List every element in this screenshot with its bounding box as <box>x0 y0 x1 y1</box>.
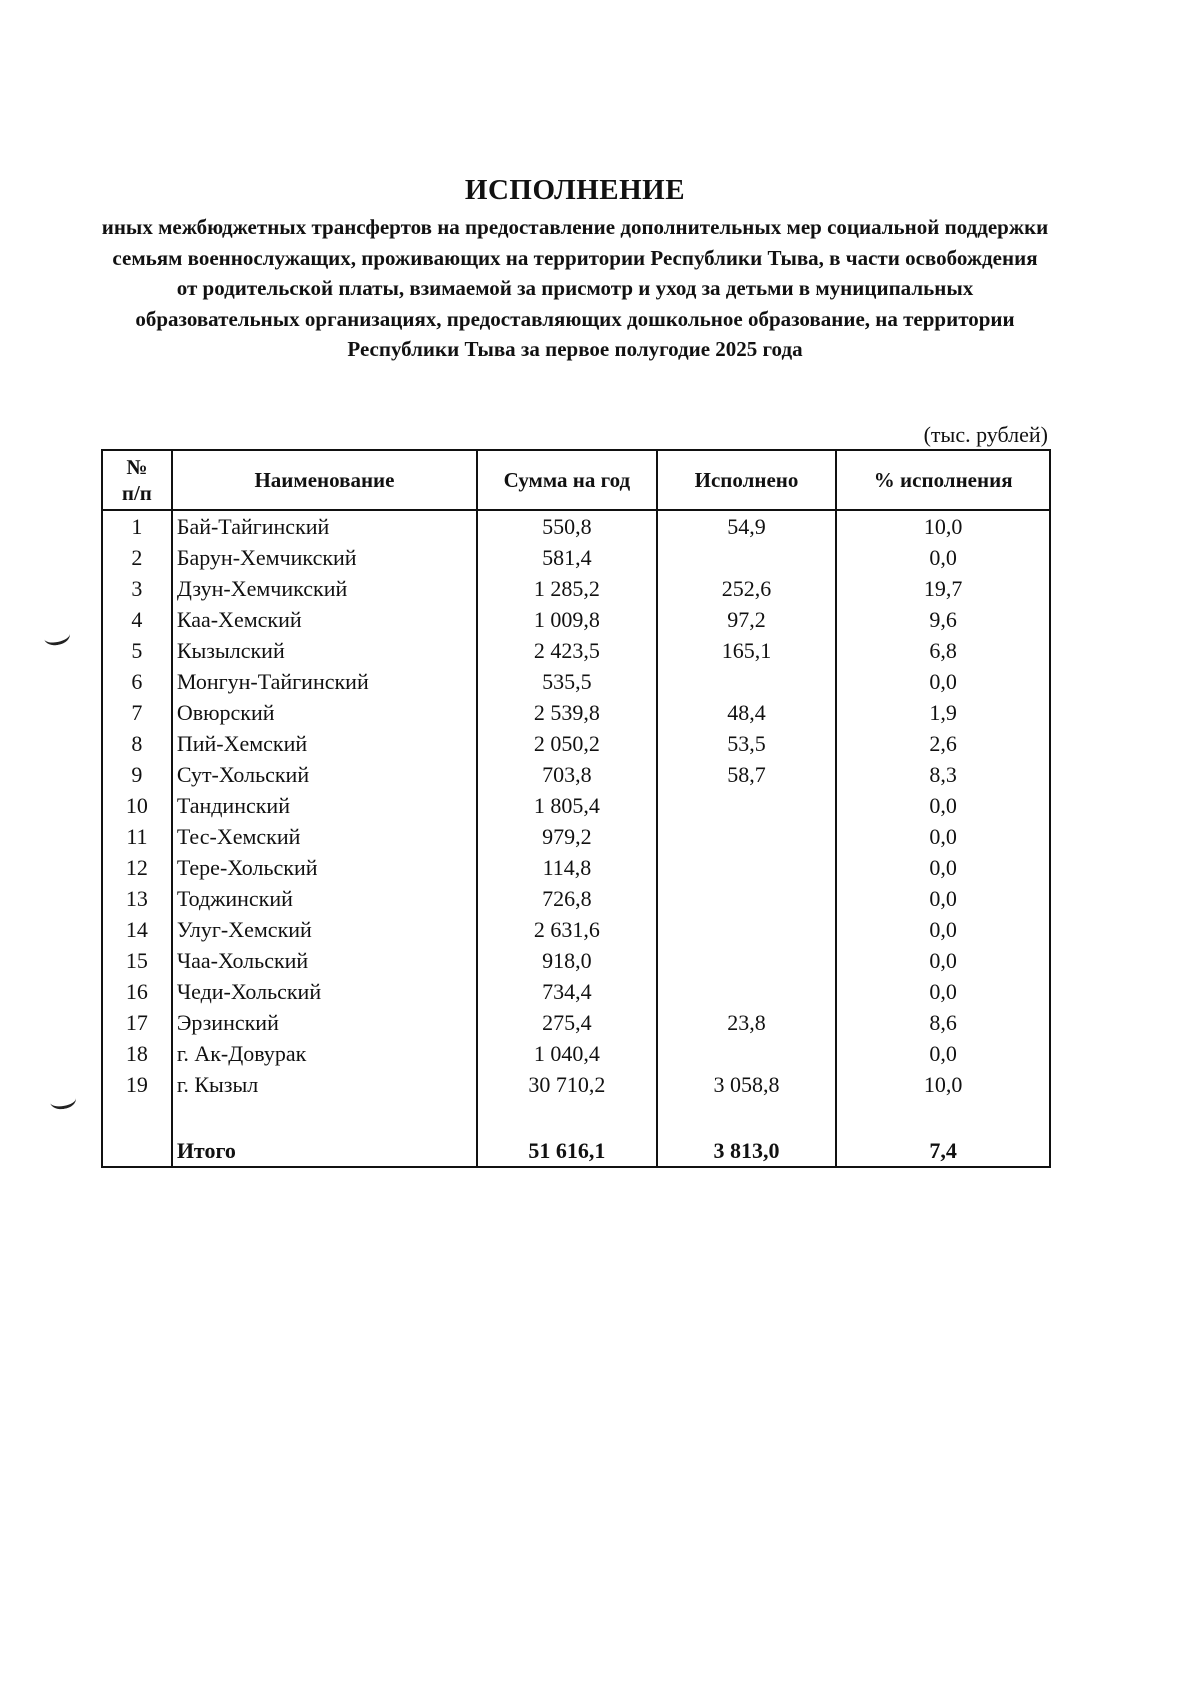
total-sum: 51 616,1 <box>477 1134 657 1167</box>
document-subtitle: иных межбюджетных трансфертов на предоставление дополнительных мер социальной поддержки семьям военнослужащих, проживающих на территории Республики Тыва, в части освобождения от родительской платы, взимаемой за присмотр и уход за детьми в муниципальных образовательных организациях, предоставляющих дошкольное образование, на территории Республики Тыва за первое полугодие 2025 года <box>101 215 1049 361</box>
execution-table <box>101 449 1051 1168</box>
empty-cell <box>477 1100 657 1134</box>
cell-number: 2 <box>102 542 172 573</box>
cell-percent: 0,0 <box>836 883 1050 914</box>
cell-name: Пий-Хемский <box>172 728 477 759</box>
column-header-sum: Сумма на год <box>477 450 657 510</box>
cell-number: 11 <box>102 821 172 852</box>
cell-name: Тере-Хольский <box>172 852 477 883</box>
cell-percent: 0,0 <box>836 666 1050 697</box>
table-row <box>102 697 1050 728</box>
cell-sum: 581,4 <box>477 542 657 573</box>
cell-done <box>657 883 837 914</box>
cell-number: 10 <box>102 790 172 821</box>
cell-number: 7 <box>102 697 172 728</box>
cell-number: 5 <box>102 635 172 666</box>
cell-done <box>657 914 837 945</box>
cell-percent: 2,6 <box>836 728 1050 759</box>
units-label: (тыс. рублей) <box>923 422 1048 447</box>
cell-done: 97,2 <box>657 604 837 635</box>
table-row <box>102 790 1050 821</box>
cell-percent: 0,0 <box>836 542 1050 573</box>
cell-name: Сут-Хольский <box>172 759 477 790</box>
cell-sum: 1 040,4 <box>477 1038 657 1069</box>
cell-done <box>657 790 837 821</box>
cell-sum: 1 009,8 <box>477 604 657 635</box>
cell-percent: 0,0 <box>836 976 1050 1007</box>
cell-sum: 1 805,4 <box>477 790 657 821</box>
cell-sum: 2 423,5 <box>477 635 657 666</box>
table-row <box>102 542 1050 573</box>
cell-percent: 19,7 <box>836 573 1050 604</box>
cell-number: 9 <box>102 759 172 790</box>
margin-pen-mark <box>49 1090 78 1111</box>
cell-percent: 8,6 <box>836 1007 1050 1038</box>
cell-done <box>657 852 837 883</box>
empty-cell <box>836 1100 1050 1134</box>
table-row <box>102 759 1050 790</box>
cell-sum: 734,4 <box>477 976 657 1007</box>
table-total-row <box>102 1134 1050 1167</box>
cell-number: 14 <box>102 914 172 945</box>
table-body <box>102 510 1050 1167</box>
cell-sum: 550,8 <box>477 510 657 542</box>
cell-number: 13 <box>102 883 172 914</box>
cell-percent: 6,8 <box>836 635 1050 666</box>
column-header-percent: % исполнения <box>836 450 1050 510</box>
table-row <box>102 635 1050 666</box>
cell-done: 54,9 <box>657 510 837 542</box>
cell-sum: 2 050,2 <box>477 728 657 759</box>
cell-name: Тес-Хемский <box>172 821 477 852</box>
cell-name: Кызылский <box>172 635 477 666</box>
cell-sum: 2 539,8 <box>477 697 657 728</box>
cell-done <box>657 821 837 852</box>
table-row <box>102 666 1050 697</box>
cell-percent: 0,0 <box>836 914 1050 945</box>
cell-number: 15 <box>102 945 172 976</box>
cell-name: Каа-Хемский <box>172 604 477 635</box>
empty-cell <box>172 1100 477 1134</box>
column-header-done: Исполнено <box>657 450 837 510</box>
cell-percent: 10,0 <box>836 510 1050 542</box>
table-row <box>102 510 1050 542</box>
total-percent: 7,4 <box>836 1134 1050 1167</box>
cell-number: 1 <box>102 510 172 542</box>
cell-number: 17 <box>102 1007 172 1038</box>
cell-done: 252,6 <box>657 573 837 604</box>
cell-done <box>657 945 837 976</box>
cell-name: Эрзинский <box>172 1007 477 1038</box>
cell-name: Бай-Тайгинский <box>172 510 477 542</box>
cell-sum: 918,0 <box>477 945 657 976</box>
cell-name: Тоджинский <box>172 883 477 914</box>
cell-name: г. Ак-Довурак <box>172 1038 477 1069</box>
cell-percent: 9,6 <box>836 604 1050 635</box>
table-row <box>102 852 1050 883</box>
table-row <box>102 1069 1050 1100</box>
cell-name: Тандинский <box>172 790 477 821</box>
cell-name: г. Кызыл <box>172 1069 477 1100</box>
table-row <box>102 573 1050 604</box>
table-row <box>102 945 1050 976</box>
cell-done: 165,1 <box>657 635 837 666</box>
cell-percent: 10,0 <box>836 1069 1050 1100</box>
cell-done: 3 058,8 <box>657 1069 837 1100</box>
cell-done: 23,8 <box>657 1007 837 1038</box>
cell-name: Чеди-Хольский <box>172 976 477 1007</box>
cell-name: Дзун-Хемчикский <box>172 573 477 604</box>
table-row <box>102 604 1050 635</box>
cell-done: 53,5 <box>657 728 837 759</box>
cell-done <box>657 1038 837 1069</box>
cell-done: 58,7 <box>657 759 837 790</box>
cell-sum: 726,8 <box>477 883 657 914</box>
total-done: 3 813,0 <box>657 1134 837 1167</box>
cell-name: Овюрский <box>172 697 477 728</box>
empty-cell <box>102 1100 172 1134</box>
column-header-number: № п/п <box>102 450 172 510</box>
cell-percent: 8,3 <box>836 759 1050 790</box>
table-row <box>102 1038 1050 1069</box>
table-row <box>102 976 1050 1007</box>
cell-number: 16 <box>102 976 172 1007</box>
cell-name: Барун-Хемчикский <box>172 542 477 573</box>
table-row <box>102 1007 1050 1038</box>
empty-cell <box>657 1100 837 1134</box>
total-label: Итого <box>172 1134 477 1167</box>
cell-number: 6 <box>102 666 172 697</box>
cell-done: 48,4 <box>657 697 837 728</box>
cell-number: 18 <box>102 1038 172 1069</box>
table-header-row <box>102 450 1050 510</box>
cell-done <box>657 666 837 697</box>
cell-sum: 979,2 <box>477 821 657 852</box>
cell-number: 8 <box>102 728 172 759</box>
table-spacer-row <box>102 1100 1050 1134</box>
cell-percent: 1,9 <box>836 697 1050 728</box>
column-header-name: Наименование <box>172 450 477 510</box>
cell-name: Монгун-Тайгинский <box>172 666 477 697</box>
cell-sum: 703,8 <box>477 759 657 790</box>
cell-name: Улуг-Хемский <box>172 914 477 945</box>
cell-number: 19 <box>102 1069 172 1100</box>
cell-percent: 0,0 <box>836 821 1050 852</box>
cell-number: 12 <box>102 852 172 883</box>
table-row <box>102 883 1050 914</box>
document-title: ИСПОЛНЕНИЕ <box>464 174 686 206</box>
cell-percent: 0,0 <box>836 790 1050 821</box>
cell-sum: 1 285,2 <box>477 573 657 604</box>
cell-sum: 2 631,6 <box>477 914 657 945</box>
cell-sum: 30 710,2 <box>477 1069 657 1100</box>
cell-percent: 0,0 <box>836 852 1050 883</box>
cell-done <box>657 976 837 1007</box>
table-row <box>102 728 1050 759</box>
total-number-cell <box>102 1134 172 1167</box>
cell-sum: 275,4 <box>477 1007 657 1038</box>
cell-percent: 0,0 <box>836 1038 1050 1069</box>
cell-sum: 535,5 <box>477 666 657 697</box>
cell-percent: 0,0 <box>836 945 1050 976</box>
cell-done <box>657 542 837 573</box>
cell-name: Чаа-Хольский <box>172 945 477 976</box>
cell-sum: 114,8 <box>477 852 657 883</box>
table-row <box>102 914 1050 945</box>
margin-pen-mark <box>43 625 72 647</box>
table-row <box>102 821 1050 852</box>
cell-number: 4 <box>102 604 172 635</box>
cell-number: 3 <box>102 573 172 604</box>
